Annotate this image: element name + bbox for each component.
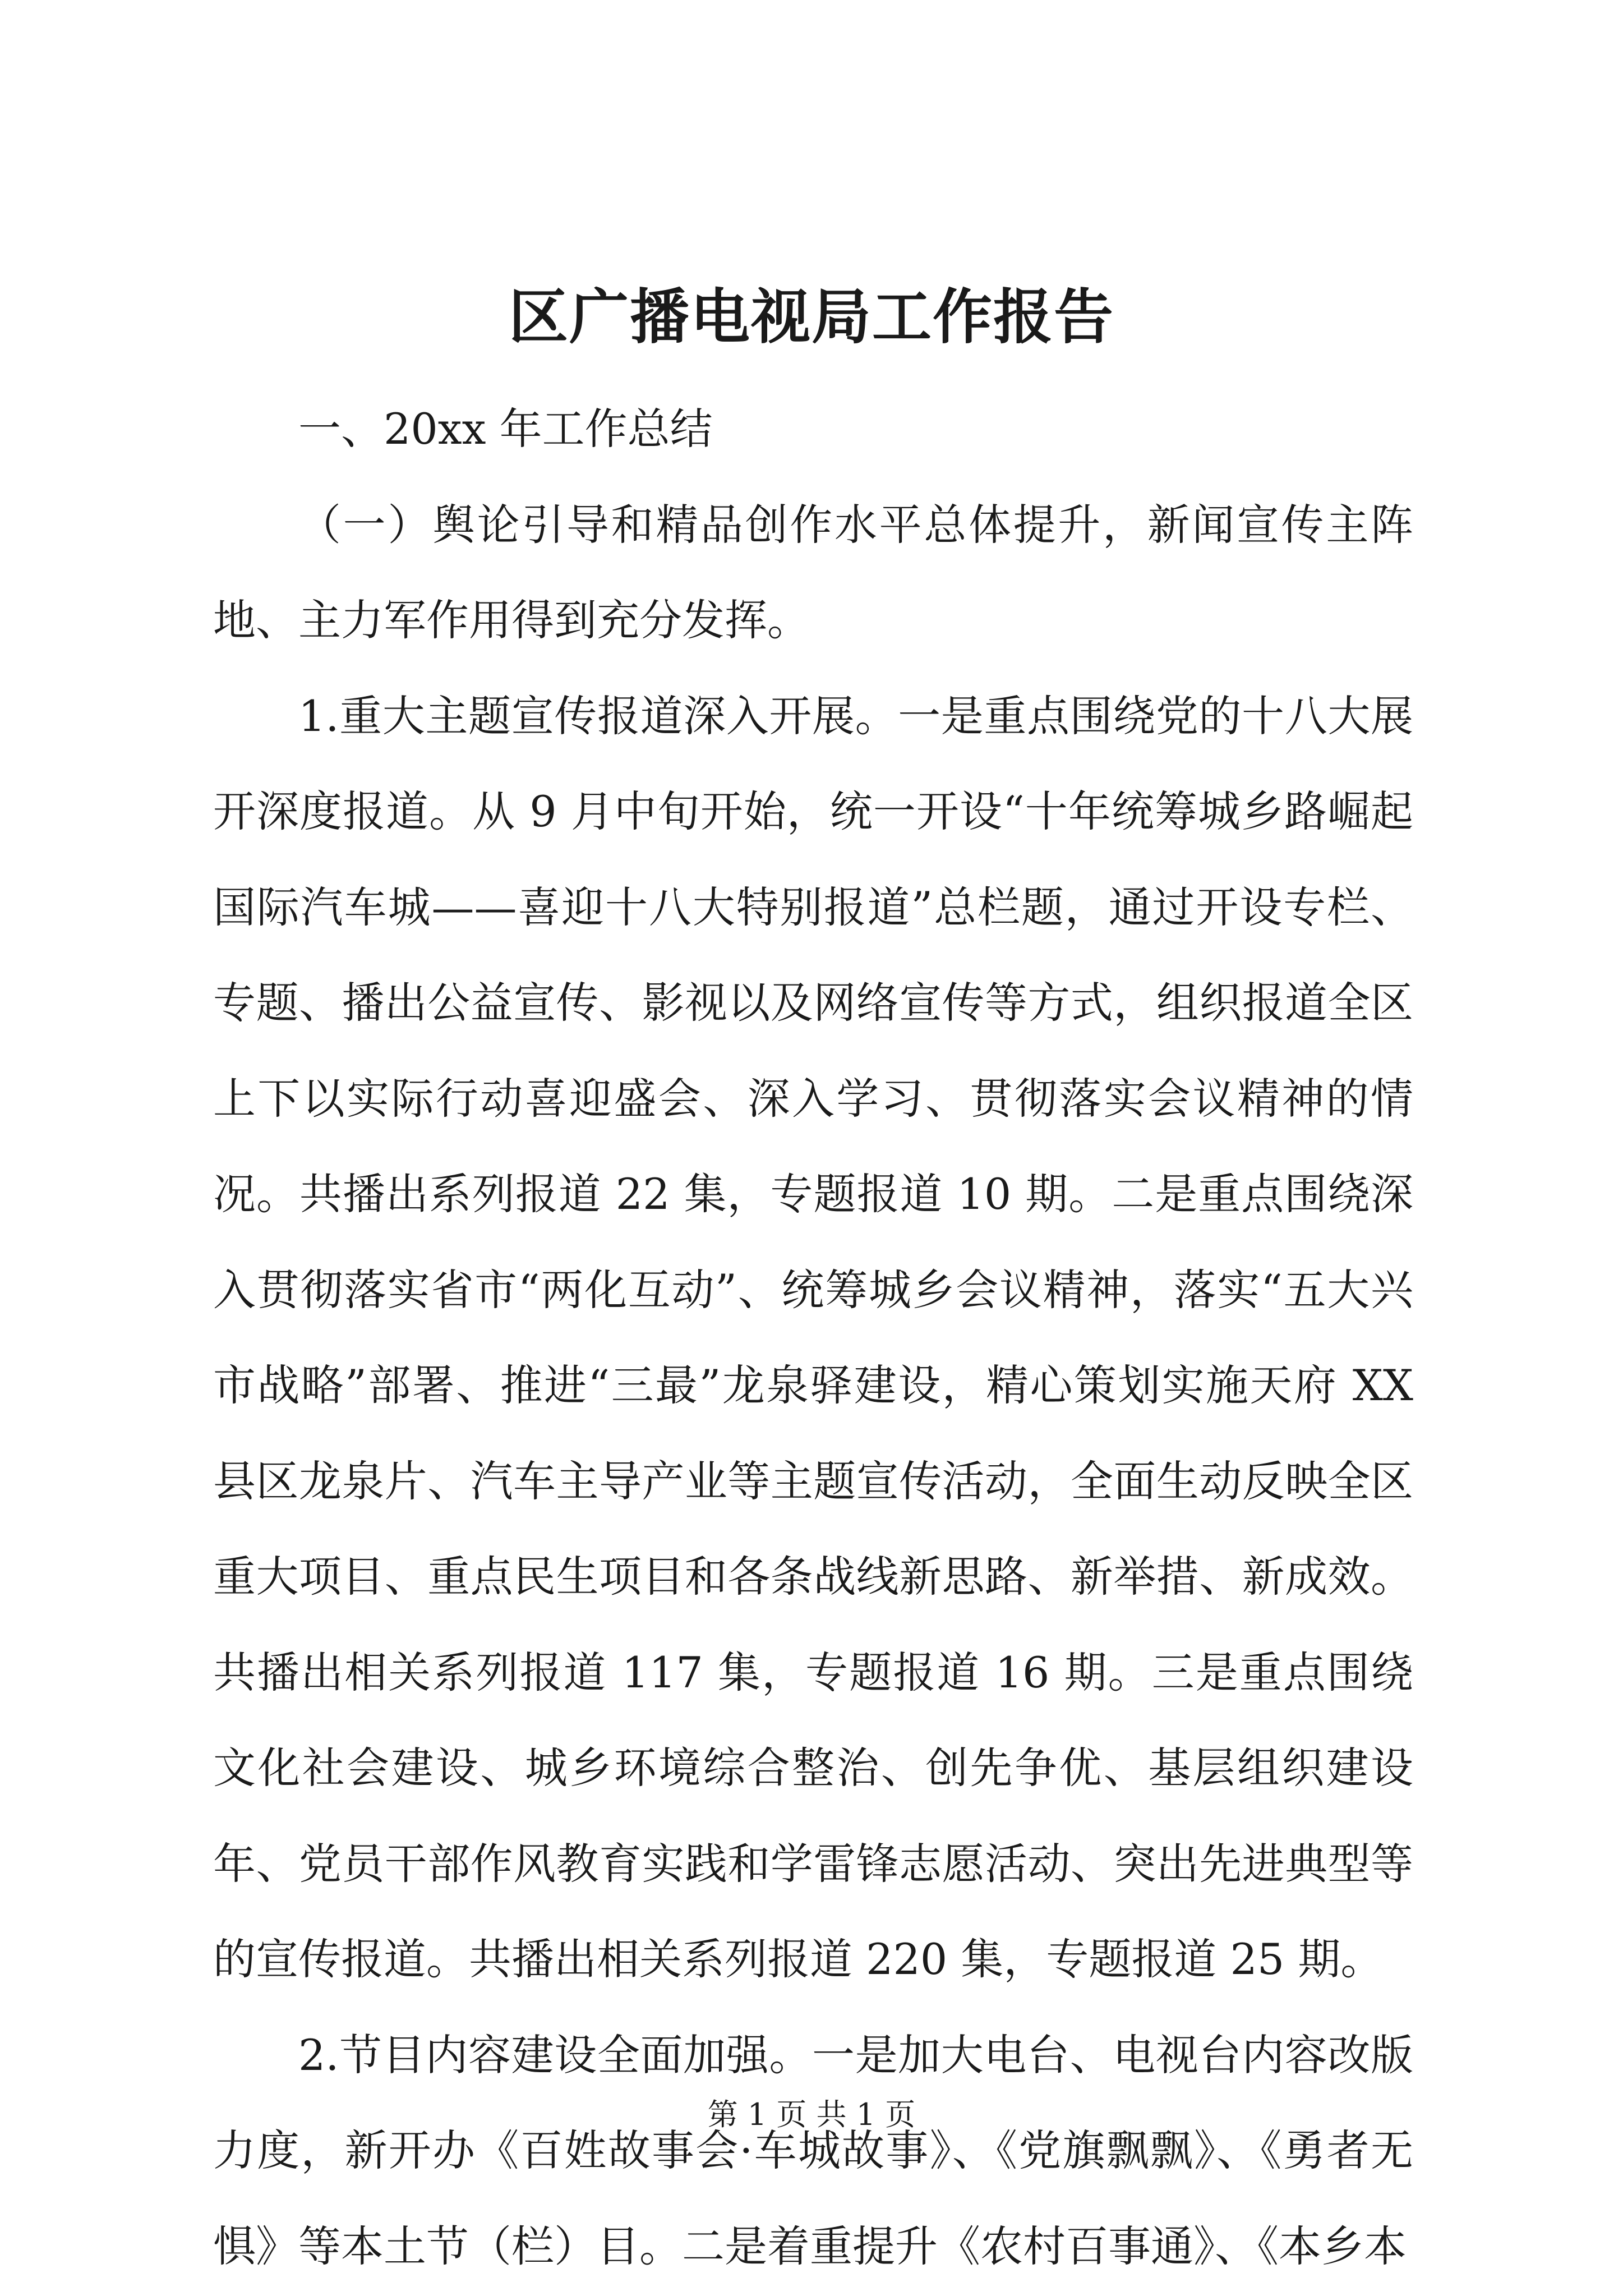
paragraph-program-content: 2.节目内容建设全面加强。一是加大电台、电视台内容改版力度，新开办《百姓故事会·车城故事》、《党旗飘飘》、《勇者无惧》等本土节（栏）目。二是着重提升《农村百事通》、《本乡本	[213, 2030, 1413, 2271]
document-body	[213, 381, 1413, 2294]
section-heading: 一、20xx 年工作总结	[298, 404, 713, 454]
subsection-heading: （一）舆论引导和精品创作水平总体提升，新闻宣传主阵地、主力军作用得到充分发挥。	[213, 499, 1413, 645]
page-footer: 第 1 页 共 1 页	[707, 2097, 916, 2132]
document-title: 区广播电视局工作报告	[509, 282, 1114, 352]
paragraph-major-theme-reporting: 1.重大主题宣传报道深入开展。一是重点围绕党的十八大展开深度报道。从 9 月中旬开始，统一开设“十年统筹城乡路崛起国际汽车城——喜迎十八大特别报道”总栏题，通过开设专栏、专题、播出公益宣传、影视以及网络宣传等方式，组织报道全区上下以实际行动喜迎盛会、深入学习、贯彻落实会议精神的情况。共播出系列报道 22 集，专题报道 10 期。二是重点围绕深入贯彻落实省市“两化互动”、统筹城乡会议精神，落实“五大兴市战略”部署、推进“三最”龙泉驿建设，精心策划实施天府 XX 县区龙泉片、汽车主导产业等主题宣传活动，全面生动反映全区重大项目、重点民生项目和各条战线新思路、新举措、新成效。共播出相关系列报道 117 集，专题报道 16 期。三是重点围绕文化社会建设、城乡环境综合整治、创先争优、基层组织建设年、党员干部作风教育实践和学雷锋志愿活动、突出先进典型等的宣传报道。共播出相关系列报道 220 集，专题报道 25 期。	[213, 691, 1413, 1984]
